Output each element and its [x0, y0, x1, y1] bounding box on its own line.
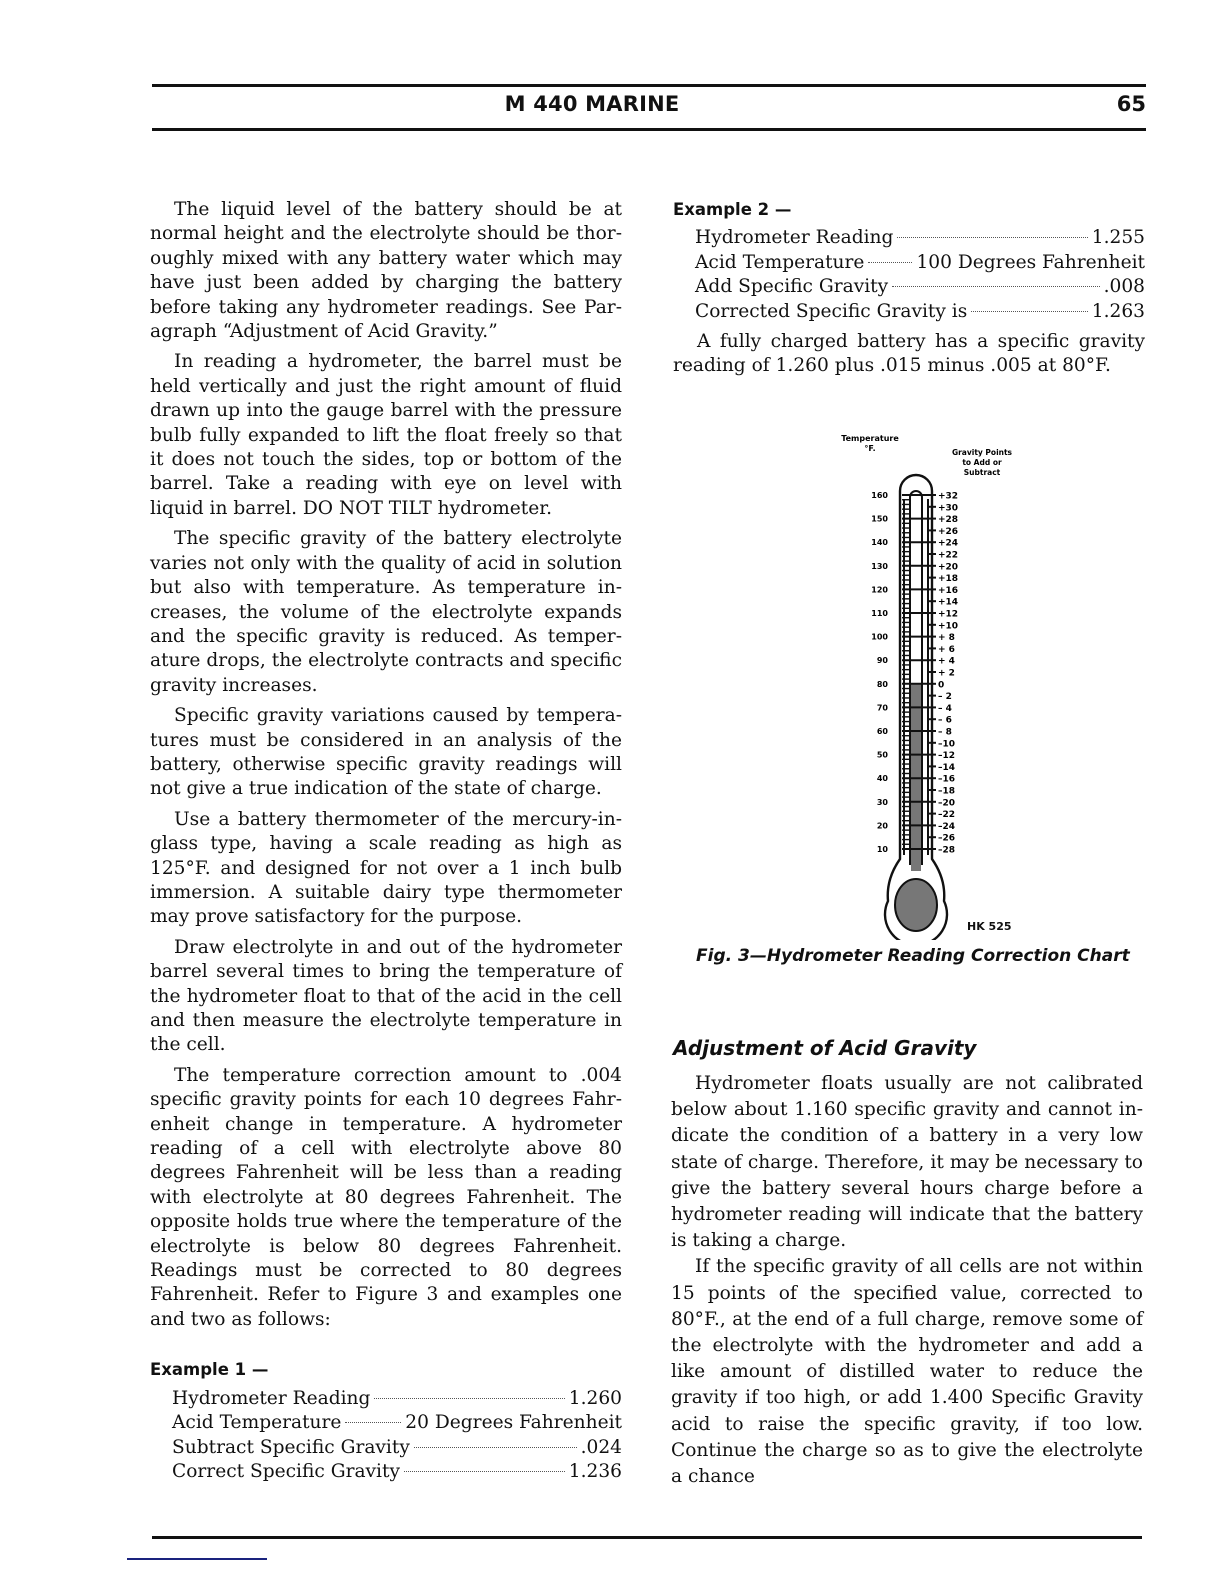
paragraph: Use a battery thermometer of the mercury-in-glass type, having a scale reading as high as 125°F. and designed for not over a 1 inch bulb immersion. A suitable dairy type thermometer may prove satisfactory for the purpose. — [150, 808, 622, 928]
correction-label: +28 — [938, 515, 959, 526]
correction-label: +22 — [938, 550, 959, 561]
temperature-tick-label: 120 — [871, 585, 888, 595]
correction-label: –14 — [938, 762, 956, 773]
correction-label: +10 — [938, 621, 959, 632]
correction-label: –24 — [938, 821, 956, 832]
correction-label: –26 — [938, 833, 956, 844]
example-row-value: 100 Degrees Fahrenheit — [916, 251, 1145, 273]
correction-label: + 6 — [938, 644, 955, 655]
correction-label: –16 — [938, 774, 956, 785]
correction-label: – 6 — [938, 715, 952, 726]
temperature-tick-label: 70 — [876, 703, 888, 713]
section-heading: Adjustment of Acid Gravity — [673, 1036, 977, 1060]
example-row — [695, 275, 1145, 299]
example-row — [172, 1460, 622, 1484]
example-row-label: Add Specific Gravity — [695, 276, 889, 298]
page-number: 65 — [1116, 92, 1146, 116]
paragraph: The temperature correction amount to .004 specific gravity points for each 10 degrees Fahrenheit change in temperature. A hydrometer reading of a cell with electrolyte above 80 degrees Fahrenheit will be less than a reading with electrolyte at 80 degrees Fahrenheit. The opposite holds true where the temperature of the electrolyte is below 80 degrees Fahrenheit. Readings must be corrected to 80 degrees Fahrenheit. Refer to Figure 3 and examples one and two as follows: — [150, 1064, 622, 1330]
temperature-tick-label: 10 — [876, 845, 888, 854]
figure-caption: Fig. 3—Hydrometer Reading Correction Chart — [696, 946, 1130, 966]
paragraph: The liquid level of the battery should be at normal height and the electrolyte should be thoroughly mixed with any battery water which may have just been added by charging the battery before taking any hydrometer readings. See Paragraph “Adjustment of Acid Gravity.” — [150, 199, 622, 343]
gravity-axis-title-line2: to Add or — [962, 458, 1002, 467]
example-2-label: Example 2 — — [673, 200, 792, 219]
leader-dots — [404, 1471, 565, 1472]
correction-label: – 8 — [938, 727, 952, 738]
chart-marks — [871, 491, 958, 856]
temperature-tick-label: 110 — [871, 609, 888, 618]
temperature-tick-label: 150 — [871, 514, 888, 524]
example-row-label: Acid Temperature — [695, 251, 865, 273]
leader-dots — [868, 262, 912, 263]
correction-label: +16 — [938, 585, 959, 596]
mercury-bulb — [895, 879, 937, 931]
correction-label: +14 — [938, 597, 959, 608]
paragraph: Hydrometer floats usually are not calibrated below about 1.160 specific gravity and cannot indicate the condition of a battery in a very low state of charge. Therefore, it may be necessary to give the battery several hours charge before a hydrometer reading will indicate that the battery is taking a charge. — [671, 1073, 1143, 1252]
temperature-tick-label: 140 — [871, 538, 888, 548]
hydrometer-correction-chart — [830, 425, 1030, 940]
correction-label: +12 — [938, 609, 959, 620]
correction-label: –28 — [938, 845, 956, 856]
gravity-axis-title-line3: Subtract — [963, 468, 1001, 477]
leader-dots — [971, 311, 1087, 312]
example-row-value: 1.236 — [568, 1460, 622, 1482]
leader-dots — [414, 1447, 577, 1448]
example-row-value: 20 Degrees Fahrenheit — [405, 1412, 622, 1434]
example-row-value: 1.263 — [1091, 300, 1145, 322]
paragraph: If the specific gravity of all cells are not within 15 points of the specified value, corrected to 80°F., at the end of a full charge, remove some of the electrolyte with the hydrometer and add a like amount of distilled water to reduce the gravity if too high, or add 1.400 Specific Gravity acid to raise the specific gravity, if too low. Continue the charge so as to give the electrolyte a chance — [671, 1256, 1143, 1488]
example-row — [172, 1387, 622, 1411]
right-column — [673, 198, 1145, 385]
paragraph: The specific gravity of the battery electrolyte varies not only with the quality of acid in solution but also with temperature. As temperature increases, the volume of the electrolyte expands and the specific gravity is reduced. As temperature drops, the electrolyte contracts and specific gravity increases. — [150, 528, 622, 696]
example-row-label: Hydrometer Reading — [695, 227, 894, 249]
header-bottom-rule — [152, 128, 1146, 131]
example-row-value: .024 — [580, 1436, 622, 1458]
temperature-tick-label: 60 — [876, 727, 888, 736]
example-row-label: Corrected Specific Gravity is — [695, 300, 968, 322]
leader-dots — [345, 1422, 401, 1423]
correction-label: + 8 — [938, 633, 955, 644]
temperature-tick-label: 80 — [876, 679, 888, 689]
running-header-title — [0, 92, 1224, 116]
example-row — [695, 300, 1145, 324]
example-row-value: .008 — [1103, 276, 1145, 298]
leader-dots — [892, 286, 1099, 287]
temperature-tick-label: 90 — [876, 656, 888, 666]
leader-dots — [897, 237, 1087, 238]
left-column — [150, 198, 622, 1484]
example-row-label: Subtract Specific Gravity — [172, 1436, 410, 1458]
example-row-label: Acid Temperature — [172, 1412, 342, 1434]
header-title-text: M 440 MARINE — [504, 92, 680, 116]
temperature-tick-label: 40 — [876, 774, 888, 784]
section-body — [671, 1071, 1143, 1490]
leader-dots — [374, 1398, 564, 1399]
correction-label: – 2 — [938, 692, 952, 703]
example-1 — [150, 1358, 622, 1484]
temperature-tick-label: 100 — [871, 632, 888, 642]
example-row-label: Hydrometer Reading — [172, 1387, 371, 1409]
correction-label: +24 — [938, 538, 959, 549]
correction-label: +20 — [938, 562, 959, 573]
temperature-tick-label: 20 — [876, 821, 888, 831]
correction-label: +26 — [938, 526, 959, 537]
correction-label: –10 — [938, 739, 956, 750]
correction-label: –18 — [938, 786, 956, 797]
example-row-value: 1.260 — [568, 1387, 622, 1409]
temperature-axis-title-line1: Temperature — [841, 434, 899, 443]
correction-label: + 4 — [938, 656, 955, 667]
example-row — [172, 1411, 622, 1435]
example-row — [172, 1436, 622, 1460]
example-1-label: Example 1 — — [150, 1360, 269, 1380]
temperature-tick-label: 30 — [876, 797, 888, 807]
example-row — [695, 226, 1145, 250]
link-underline — [127, 1558, 267, 1560]
header-top-rule — [152, 84, 1146, 87]
correction-label: –20 — [938, 798, 956, 809]
example-2 — [673, 198, 1145, 324]
footer-rule — [152, 1536, 1142, 1539]
correction-label: –22 — [938, 810, 956, 821]
paragraph: Specific gravity variations caused by temperatures must be considered in an analysis of the battery, otherwise specific gravity readings will not give a true indication of the state of charge. — [150, 705, 622, 800]
correction-label: –12 — [938, 751, 956, 762]
paragraph: Draw electrolyte in and out of the hydrometer barrel several times to bring the temperature of the hydrometer float to that of the acid in the cell and then measure the electrolyte temperature in the cell. — [150, 936, 622, 1056]
correction-label: – 4 — [938, 703, 952, 714]
correction-label: +32 — [938, 491, 959, 502]
example-row-label: Correct Specific Gravity — [172, 1460, 400, 1482]
correction-label: +18 — [938, 574, 959, 585]
correction-label: + 2 — [938, 668, 955, 679]
temperature-tick-label: 130 — [871, 561, 888, 571]
temperature-tick-label: 160 — [871, 491, 888, 500]
correction-label: 0 — [938, 680, 945, 691]
figure-code: HK 525 — [967, 920, 1012, 933]
temperature-tick-label: 50 — [876, 750, 888, 760]
paragraph: In reading a hydrometer, the barrel must be held vertically and just the right amount of fluid drawn up into the gauge barrel with the pressure bulb fully expanded to lift the float freely so that it does not touch the sides, top or bottom of the barrel. Take a reading with eye on level with liquid in barrel. DO NOT TILT hydrometer. — [150, 351, 622, 519]
example-row — [695, 251, 1145, 275]
gravity-axis-title-line1: Gravity Points — [951, 448, 1013, 457]
example-row-value: 1.255 — [1091, 227, 1145, 249]
correction-label: +30 — [938, 503, 959, 514]
fully-charged-note: A fully charged battery has a specific gravity reading of 1.260 plus .015 minus .005 at 80°F. — [673, 331, 1145, 377]
temperature-axis-title-line2: °F. — [864, 444, 876, 453]
